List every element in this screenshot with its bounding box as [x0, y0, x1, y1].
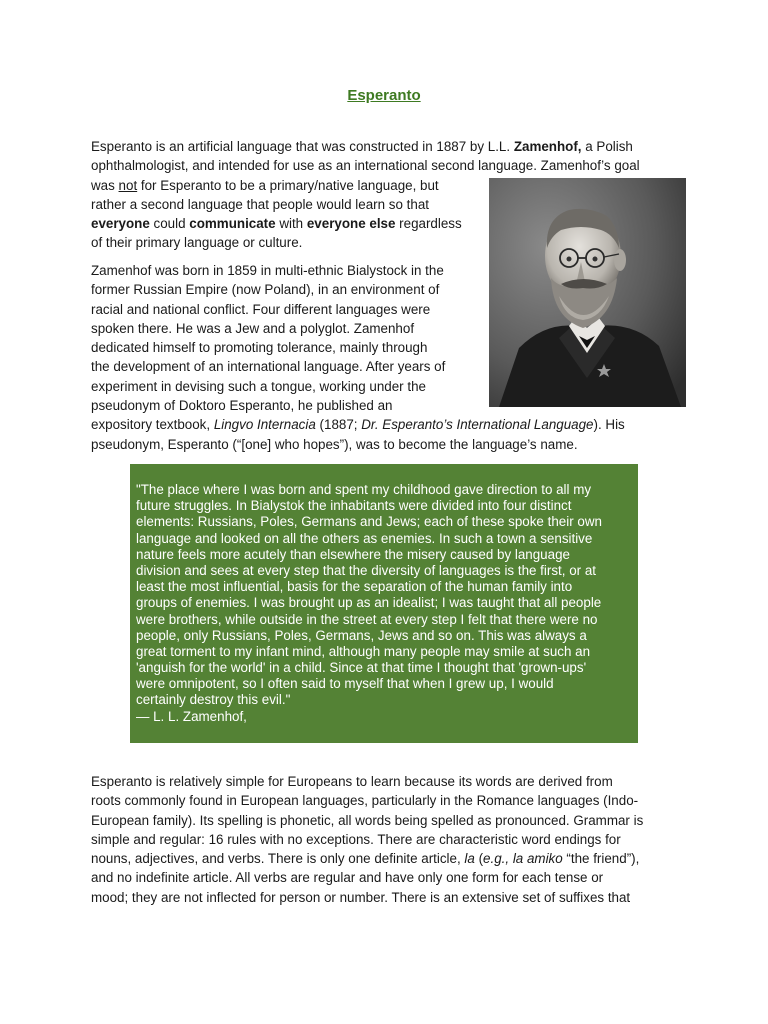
quote-line: were omnipotent, so I often said to myself that when I grew up, I would [136, 676, 554, 692]
quote-line: people, only Russians, Poles, Germans, Jews and so on. This was always a [136, 627, 587, 643]
text-line: dedicated himself to promoting tolerance, mainly through [91, 340, 428, 356]
bold-text: everyone else [306, 216, 396, 232]
quote-line: 'anguish for the world' in a child. Since at that time I thought that 'grown-ups' [136, 660, 587, 676]
text-line: Esperanto is relatively simple for Europeans to learn because its words are derived from [91, 774, 613, 789]
italic-text: Dr. Esperanto’s International Language [361, 417, 594, 433]
text-run: nouns, adjectives, and verbs. There is only one definite article, [91, 851, 465, 867]
text-run: “the friend”), [562, 851, 640, 867]
quote-line: language and looked on all the others as enemies. In such a town a sensitive [136, 530, 593, 546]
text-line: simple and regular: 16 rules with no exceptions. There are characteristic word endings for [91, 831, 621, 847]
quote-line: great torment to my infant mind, although many people may smile at such an [136, 643, 591, 659]
biography-paragraph [91, 261, 671, 454]
text-run: was [91, 177, 119, 193]
text-line: mood; they are not inflected for person or number. There is an extensive set of suffixes that [91, 889, 631, 905]
text-line: pseudonym, Esperanto (“[one] who hopes”), was to become the language’s name. [91, 436, 578, 452]
zamenhof-quote-box [130, 464, 638, 743]
text-run: with [275, 216, 307, 232]
text-run: expository textbook, [91, 417, 214, 433]
text-line: rather a second language that people would learn so that [91, 196, 429, 212]
page-title: Esperanto [347, 87, 421, 104]
text-line: spoken there. He was a Jew and a polyglot. Zamenhof [91, 320, 415, 336]
text-run: Esperanto is an artificial language that was constructed in 1887 by L.L. [91, 139, 514, 154]
text-run: ). His [593, 417, 625, 433]
italic-text: e.g., la amiko [483, 851, 563, 867]
text-line: ophthalmologist, and intended for use as an international second language. Zamenhof’s goal [91, 158, 640, 174]
text-line [91, 849, 671, 868]
quote-line: elements: Russians, Poles, Germans and Jews; each of these spoke their own [136, 514, 602, 530]
quote-line: future struggles. In Bialystok the inhabitants were divided into four distinct [136, 498, 572, 514]
quote-line: certainly destroy this evil." [136, 692, 291, 708]
text-line: experiment in devising such a tongue, working under the [91, 378, 426, 394]
text-run: ( [474, 851, 484, 867]
italic-text: la [464, 851, 475, 867]
quote-line: nature feels more acutely than elsewhere the misery caused by language [136, 546, 570, 562]
language-description-paragraph [91, 772, 671, 907]
quote-line: "The place where I was born and spent my childhood gave direction to all my [136, 482, 592, 497]
text-line: of their primary language or culture. [91, 235, 303, 251]
text-run: regardless [395, 216, 462, 232]
bold-text: communicate [189, 216, 276, 232]
bold-text: Zamenhof, [513, 139, 582, 154]
quote-line: were brothers, while outside in the street at every step I felt that there were no [136, 611, 598, 627]
quote-line: least the most influential, basis for the separation of the human family into [136, 579, 573, 595]
text-line: former Russian Empire (now Poland), in an environment of [91, 282, 440, 298]
quote-line: groups of enemies. I was brought up as an idealist; I was taught that all people [136, 595, 602, 611]
text-line [91, 415, 671, 434]
underlined-text: not [118, 177, 138, 193]
text-run: a Polish [581, 139, 633, 154]
text-line: the development of an international language. After years of [91, 359, 446, 375]
quote-text [136, 482, 636, 725]
bold-text: everyone [91, 216, 150, 232]
text-line: racial and national conflict. Four different languages were [91, 301, 431, 317]
text-line [91, 137, 671, 156]
text-line: European family). Its spelling is phonetic, all words being spelled as pronounced. Grammar is [91, 812, 644, 828]
text-line: roots commonly found in European languages, particularly in the Romance languages (Indo- [91, 793, 639, 809]
text-line: Zamenhof was born in 1859 in multi-ethnic Bialystock in the [91, 263, 444, 278]
text-line: pseudonym of Doktoro Esperanto, he published an [91, 398, 393, 414]
text-run: (1887; [315, 417, 362, 433]
italic-text: Lingvo Internacia [213, 417, 316, 433]
text-run: for Esperanto to be a primary/native language, but [137, 177, 439, 193]
text-run: could [149, 216, 190, 232]
quote-line: division and sees at every step that the diversity of languages is the first, or at [136, 562, 596, 578]
text-line: and no indefinite article. All verbs are regular and have only one form for each tense or [91, 870, 604, 886]
quote-line: — L. L. Zamenhof, [136, 708, 247, 724]
